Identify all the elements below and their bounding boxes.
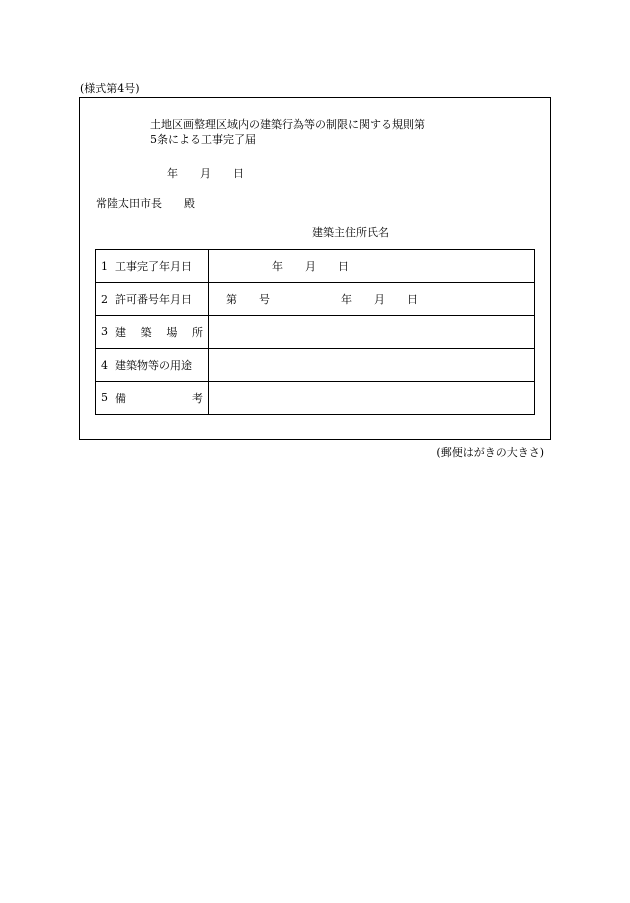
- table-row: [96, 349, 535, 382]
- permit-number-value: 第 号: [226, 293, 270, 306]
- remarks-field[interactable]: [209, 382, 535, 415]
- building-site-field[interactable]: [209, 316, 535, 349]
- form-number-label: (様式第4号): [80, 82, 140, 95]
- row-label-text: 工事完了年月日: [115, 260, 192, 273]
- completion-date-field[interactable]: [209, 250, 535, 283]
- row-label-text: 建築場所: [115, 326, 203, 339]
- row-number: 4: [101, 359, 108, 372]
- title-line-2: 5条による工事完了届: [150, 133, 256, 146]
- row-number: 5: [101, 391, 108, 404]
- row-label-building-site: [96, 316, 209, 349]
- row-number: 2: [101, 293, 108, 306]
- row-label-permit-number-date: [96, 283, 209, 316]
- row-label-completion-date: [96, 250, 209, 283]
- title-line-1: 土地区画整理区域内の建築行為等の制限に関する規則第: [150, 118, 425, 131]
- completion-notice-form: [79, 97, 551, 440]
- building-use-field[interactable]: [209, 349, 535, 382]
- row-label-text: 建築物等の用途: [115, 359, 192, 372]
- items-table: [95, 249, 535, 415]
- applicant-name-label: 建築主住所氏名: [312, 226, 389, 239]
- row-number: 1: [101, 260, 108, 273]
- table-row: [96, 382, 535, 415]
- postcard-size-note: (郵便はがきの大きさ): [436, 446, 544, 459]
- row-label-remarks: [96, 382, 209, 415]
- submission-date: 年 月 日: [167, 167, 244, 180]
- completion-date-value: 年 月 日: [272, 260, 349, 273]
- table-row: [96, 316, 535, 349]
- table-row: [96, 283, 535, 316]
- row-number: 3: [101, 325, 108, 338]
- row-label-text: 備考: [115, 392, 203, 405]
- document-title: [150, 117, 425, 147]
- row-label-text: 許可番号年月日: [115, 293, 192, 306]
- row-label-building-use: [96, 349, 209, 382]
- addressee: 常陸太田市長 殿: [96, 197, 195, 210]
- table-row: [96, 250, 535, 283]
- permit-date-value: 年 月 日: [341, 293, 418, 306]
- permit-number-date-field[interactable]: [209, 283, 535, 316]
